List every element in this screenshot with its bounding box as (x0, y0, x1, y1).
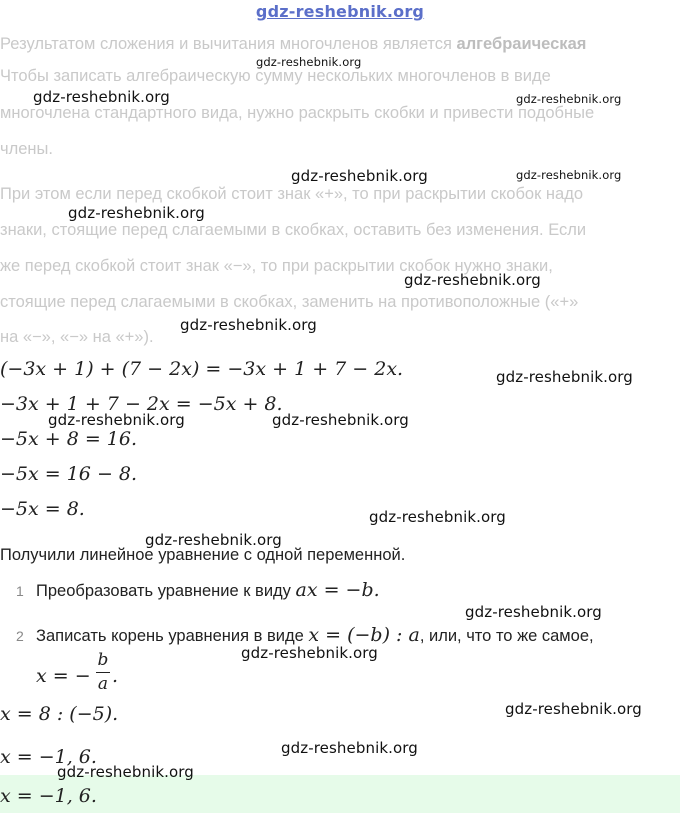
step-2 (36, 625, 594, 646)
faded-line-9: на «−», «−» на «+»). (0, 328, 154, 346)
watermark: gdz-reshebnik.org (272, 411, 409, 429)
watermark: gdz-reshebnik.org (496, 368, 633, 386)
watermark: gdz-reshebnik.org (57, 763, 194, 781)
watermark: gdz-reshebnik.org (404, 271, 541, 289)
step-2-fraction (94, 648, 112, 692)
faded-line-6: знаки, стоящие перед слагаемыми в скобках, оставить без изменения. Если (0, 221, 587, 239)
answer-line: x = −1, 6. (0, 785, 97, 807)
watermark: gdz-reshebnik.org (180, 316, 317, 334)
faded-line-1-text: Результатом сложения и вычитания многочленов является (0, 35, 457, 53)
step-1-math: ax = −b. (295, 579, 380, 601)
faded-line-7: же перед скобкой стоит знак «−», то при раскрытии скобок нужно знаки, (0, 257, 553, 275)
watermark: gdz-reshebnik.org (281, 739, 418, 757)
watermark: gdz-reshebnik.org (291, 167, 428, 185)
step-1-number: 1 (16, 583, 24, 599)
faded-line-2: Чтобы записать алгебраическую сумму нескольких многочленов в виде (0, 67, 551, 85)
step-2-text-after: , или, что то же самое, (419, 627, 594, 645)
watermark: gdz-reshebnik.org (33, 88, 170, 106)
equation-2: −3x + 1 + 7 − 2x = −5x + 8. (0, 393, 283, 415)
fraction-numerator: b (97, 650, 109, 670)
solution-line-2: x = −1, 6. (0, 746, 97, 768)
watermark: gdz-reshebnik.org (241, 644, 378, 662)
watermark: gdz-reshebnik.org (516, 92, 622, 106)
watermark: gdz-reshebnik.org (145, 531, 282, 549)
site-header-link[interactable]: gdz-reshebnik.org (255, 2, 425, 21)
faded-line-8: стоящие перед слагаемыми в скобках, заменить на противоположные («+» (0, 293, 579, 311)
equation-4: −5x = 16 − 8. (0, 463, 138, 485)
step-1 (36, 580, 380, 601)
step-1-text: Преобразовать уравнение к виду (36, 582, 296, 600)
step-2-number: 2 (16, 628, 24, 644)
equation-5: −5x = 8. (0, 498, 85, 520)
watermark: gdz-reshebnik.org (369, 508, 506, 526)
step-2-fraction-suffix: . (112, 665, 119, 687)
solution-line-1: x = 8 : (−5). (0, 703, 119, 725)
watermark: gdz-reshebnik.org (505, 700, 642, 718)
conclusion-text: Получили линейное уравнение с одной переменной. (0, 546, 406, 564)
watermark: gdz-reshebnik.org (465, 603, 602, 621)
watermark: gdz-reshebnik.org (48, 411, 185, 429)
fraction-bar (96, 672, 110, 673)
faded-line-4: члены. (0, 140, 53, 158)
faded-line-5: При этом если перед скобкой стоит знак «+», то при раскрытии скобок надо (0, 185, 584, 203)
watermark: gdz-reshebnik.org (68, 204, 205, 222)
faded-line-3: многочлена стандартного вида, нужно раскрыть скобки и привести подобные (0, 104, 595, 122)
fraction-denominator: a (97, 674, 109, 694)
watermark: gdz-reshebnik.org (516, 168, 622, 182)
equation-3: −5x + 8 = 16. (0, 428, 138, 450)
step-2-math: x = (−b) : a (308, 624, 420, 646)
equation-1: (−3x + 1) + (7 − 2x) = −3x + 1 + 7 − 2x. (0, 358, 404, 380)
faded-line-1 (0, 34, 680, 54)
watermark: gdz-reshebnik.org (256, 55, 362, 69)
faded-line-1-bold: алгебраическая (456, 35, 587, 53)
step-2-fraction-prefix: x = − (36, 665, 91, 687)
step-2-text: Записать корень уравнения в виде (36, 627, 309, 645)
